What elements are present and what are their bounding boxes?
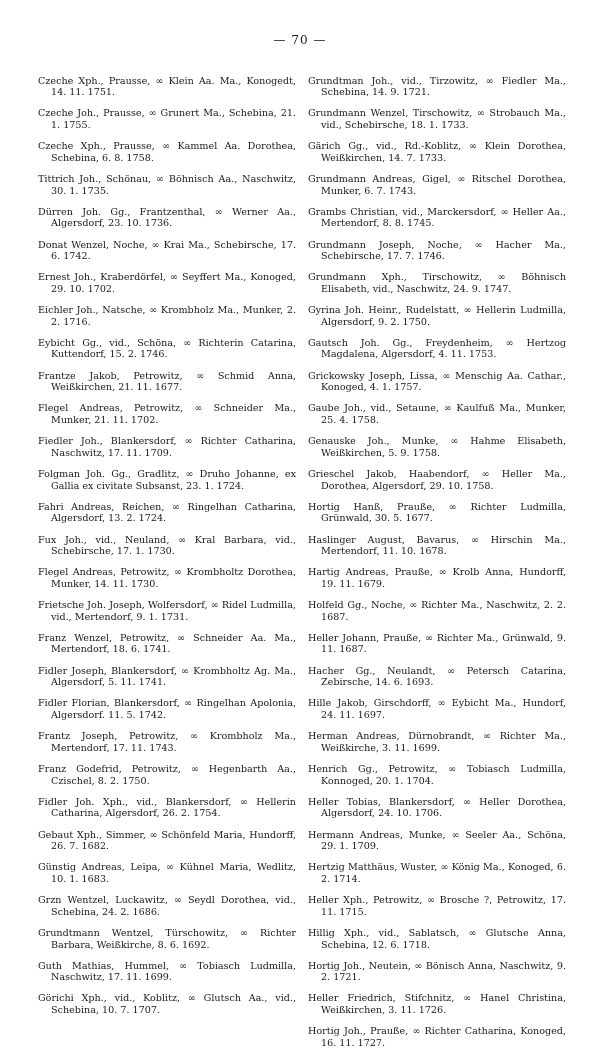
marriage-entry: Günstig Andreas, Leipa, ∞ Kühnel Maria, Wedlitz, 10. 1. 1683. — [38, 862, 296, 885]
marriage-entry: Tittrich Joh., Schönau, ∞ Böhnisch Aa., Naschwitz, 30. 1. 1735. — [38, 173, 296, 197]
marriage-entry: Görichi Xph., vid., Koblitz, ∞ Glutsch Aa., vid., Schebina, 10. 7. 1707. — [38, 993, 296, 1017]
marriage-entry: Folgman Joh. Gg., Gradlitz, ∞ Druho Johanne, ex Gallia ex civitate Subsanst, 23. 1. 1724. — [38, 468, 296, 492]
right-column — [308, 66, 566, 1052]
marriage-entry: Hillig Xph., vid., Sablatsch, ∞ Glutsche Anna, Schebina, 12. 6. 1718. — [308, 927, 566, 951]
marriage-entry: Haslinger August, Bavarus, ∞ Hirschin Ma., Mertendorf, 11. 10. 1678. — [308, 534, 566, 558]
marriage-entry: Ernest Joh., Kraberdörfel, ∞ Seyffert Ma., Konoged, 29. 10. 1702. — [38, 272, 296, 295]
marriage-entry: Grundmann Xph., Tirschowitz, ∞ Böhnisch Elisabeth, vid., Naschwitz, 24. 9. 1747. — [308, 272, 566, 295]
marriage-entry: Czeche Joh., Prausse, ∞ Grunert Ma., Schebina, 21. 1. 1755. — [38, 108, 296, 131]
marriage-entry: Fux Joh., vid., Neuland, ∞ Kral Barbara, vid., Schebirsche, 17. 1. 1730. — [38, 534, 296, 558]
marriage-entry: Herman Andreas, Dürnobrandt, ∞ Richter Ma., Weißkirche, 3. 11. 1699. — [308, 731, 566, 754]
marriage-entry: Eybicht Gg., vid., Schöna, ∞ Richterin Catarina, Kuttendorf, 15. 2. 1746. — [38, 337, 296, 361]
marriage-entry: Fiedler Joh., Blankersdorf, ∞ Richter Catharina, Naschwitz, 17. 11. 1709. — [38, 436, 296, 459]
marriage-entry: Hartig Andreas, Prauße, ∞ Krolb Anna, Hundorff, 19. 11. 1679. — [308, 567, 566, 590]
marriage-entry: Gaube Joh., vid., Setaune, ∞ Kaulfuß Ma., Munker, 25. 4. 1758. — [308, 403, 566, 426]
page-number: — 70 — — [273, 33, 327, 47]
marriage-entry: Holfeld Gg., Noche, ∞ Richter Ma., Naschwitz, 2. 2. 1687. — [308, 600, 566, 623]
marriage-entry: Grieschel Jakob, Haabendorf, ∞ Heller Ma., Dorothea, Algersdorf, 29. 10. 1758. — [308, 468, 566, 492]
marriage-entry: Henrich Gg., Petrowitz, ∞ Tobiasch Ludmilla, Konnoged, 20. 1. 1704. — [308, 764, 566, 787]
marriage-entry: Fidler Joseph, Blankersdorf, ∞ Krombholtz Ag. Ma., Algersdorf, 5. 11. 1741. — [38, 665, 296, 689]
marriage-entry: Heller Tobias, Blankersdorf, ∞ Heller Dorothea, Algersdorf, 24. 10. 1706. — [308, 796, 566, 820]
marriage-entry: Hortig Joh., Neutein, ∞ Bönisch Anna, Naschwitz, 9. 2. 1721. — [308, 960, 566, 984]
marriage-entry: Fahri Andreas, Reichen, ∞ Ringelhan Catharina, Algersdorf, 13. 2. 1724. — [38, 501, 296, 525]
marriage-entry: Gärich Gg., vid., Rd.-Koblitz, ∞ Klein Dorothea, Weißkirchen, 14. 7. 1733. — [308, 141, 566, 164]
marriage-entry: Grundtmann Wentzel, Türschowitz, ∞ Richter Barbara, Weißkirche, 8. 6. 1692. — [38, 927, 296, 951]
marriage-entry: Guth Mathias, Hummel, ∞ Tobiasch Ludmilla, Naschwitz, 17. 11. 1699. — [38, 960, 296, 984]
marriage-entry: Czeche Xph., Prausse, ∞ Klein Aa. Ma., Konogedt, 14. 11. 1751. — [38, 75, 296, 99]
marriage-entry: Grambs Christian, vid., Marckersdorf, ∞ Heller Aa., Mertendorf, 8. 8. 1745. — [308, 206, 566, 230]
marriage-entry: Gautsch Joh. Gg., Freydenheim, ∞ Hertzog Magdalena, Algersdorf, 4. 11. 1753. — [308, 337, 566, 361]
marriage-entry: Fidler Florian, Blankersdorf, ∞ Ringelhan Apolonia, Algersdorf. 11. 5. 1742. — [38, 698, 296, 722]
marriage-entry: Grickowsky Joseph, Lissa, ∞ Menschig Aa. Cathar., Konoged, 4. 1. 1757. — [308, 370, 566, 394]
marriage-entry: Frantz Joseph, Petrowitz, ∞ Krombholz Ma., Mertendorf, 17. 11. 1743. — [38, 731, 296, 754]
marriage-entry: Grundmann Wenzel, Tirschowitz, ∞ Strobauch Ma., vid., Schebirsche, 18. 1. 1733. — [308, 108, 566, 131]
marriage-entry: Dürren Joh. Gg., Frantzenthal, ∞ Werner Aa., Algersdorf, 23. 10. 1736. — [38, 206, 296, 230]
marriage-entry: Hille Jakob, Girschdorff, ∞ Eybicht Ma., Hundorf, 24. 11. 1697. — [308, 698, 566, 722]
marriage-entry: Gebaut Xph., Simmer, ∞ Schönfeld Maria, Hundorff, 26. 7. 1682. — [38, 829, 296, 853]
marriage-entry: Hermann Andreas, Munke, ∞ Seeler Aa., Schöna, 29. 1. 1709. — [308, 829, 566, 853]
marriage-entry: Fidler Joh. Xph., vid., Blankersdorf, ∞ Hellerin Catharina, Algersdorf, 26. 2. 1754. — [38, 796, 296, 820]
marriage-entry: Grundmann Andreas, Gigel, ∞ Ritschel Dorothea, Munker, 6. 7. 1743. — [308, 173, 566, 197]
marriage-entry: Hertzig Matthäus, Wuster, ∞ König Ma., Konoged, 6. 2. 1714. — [308, 862, 566, 885]
marriage-entry: Frietsche Joh. Joseph, Wolfersdorf, ∞ Ridel Ludmilla, vid., Mertendorf, 9. 1. 1731. — [38, 600, 296, 623]
marriage-entry: Eichler Joh., Natsche, ∞ Krombholz Ma., Munker, 2. 2. 1716. — [38, 305, 296, 328]
marriage-entry: Grundtman Joh., vid., Tirzowitz, ∞ Fiedler Ma., Schebina, 14. 9. 1721. — [308, 75, 566, 99]
marriage-entry: Hortig Hanß, Prauße, ∞ Richter Ludmilla, Grünwald, 30. 5. 1677. — [308, 501, 566, 525]
left-column — [38, 66, 296, 1019]
marriage-entry: Gyrina Joh. Heinr., Rudelstatt, ∞ Hellerin Ludmilla, Algersdorf, 9. 2. 1750. — [308, 305, 566, 328]
marriage-entry: Franz Godefrid, Petrowitz, ∞ Hegenbarth Aa., Czischel, 8. 2. 1750. — [38, 764, 296, 787]
marriage-entry: Heller Friedrich, Stifchnitz, ∞ Hanel Christina, Weißkirchen, 3. 11. 1726. — [308, 993, 566, 1017]
marriage-entry: Hortig Joh., Prauße, ∞ Richter Catharina, Konoged, 16. 11. 1727. — [308, 1026, 566, 1049]
marriage-entry: Genauske Joh., Munke, ∞ Hahme Elisabeth, Weißkirchen, 5. 9. 1758. — [308, 436, 566, 459]
marriage-entry: Frantze Jakob, Petrowitz, ∞ Schmid Anna, Weißkirchen, 21. 11. 1677. — [38, 370, 296, 394]
marriage-entry: Donat Wenzel, Noche, ∞ Krai Ma., Schebirsche, 17. 6. 1742. — [38, 239, 296, 263]
marriage-entry: Heller Xph., Petrowitz, ∞ Brosche ?, Petrowitz, 17. 11. 1715. — [308, 895, 566, 918]
marriage-entry: Flegel Andreas, Petrowitz, ∞ Krombholtz Dorothea, Munker, 14. 11. 1730. — [38, 567, 296, 590]
marriage-entry: Franz Wenzel, Petrowitz, ∞ Schneider Aa. Ma., Mertendorf, 18. 6. 1741. — [38, 632, 296, 656]
marriage-entry: Grundmann Joseph, Noche, ∞ Hacher Ma., Schebirsche, 17. 7. 1746. — [308, 239, 566, 263]
marriage-entry: Flegel Andreas, Petrowitz, ∞ Schneider Ma., Munker, 21. 11. 1702. — [38, 403, 296, 426]
marriage-entry: Czeche Xph., Prausse, ∞ Kammel Aa. Dorothea, Schebina, 6. 8. 1758. — [38, 141, 296, 164]
marriage-entry: Heller Johann, Prauße, ∞ Richter Ma., Grünwald, 9. 11. 1687. — [308, 632, 566, 656]
marriage-entry: Hacher Gg., Neulandt, ∞ Petersch Catarina, Zebirsche, 14. 6. 1693. — [308, 665, 566, 689]
marriage-entry: Grzn Wentzel, Luckawitz, ∞ Seydl Dorothea, vid., Schebina, 24. 2. 1686. — [38, 895, 296, 918]
